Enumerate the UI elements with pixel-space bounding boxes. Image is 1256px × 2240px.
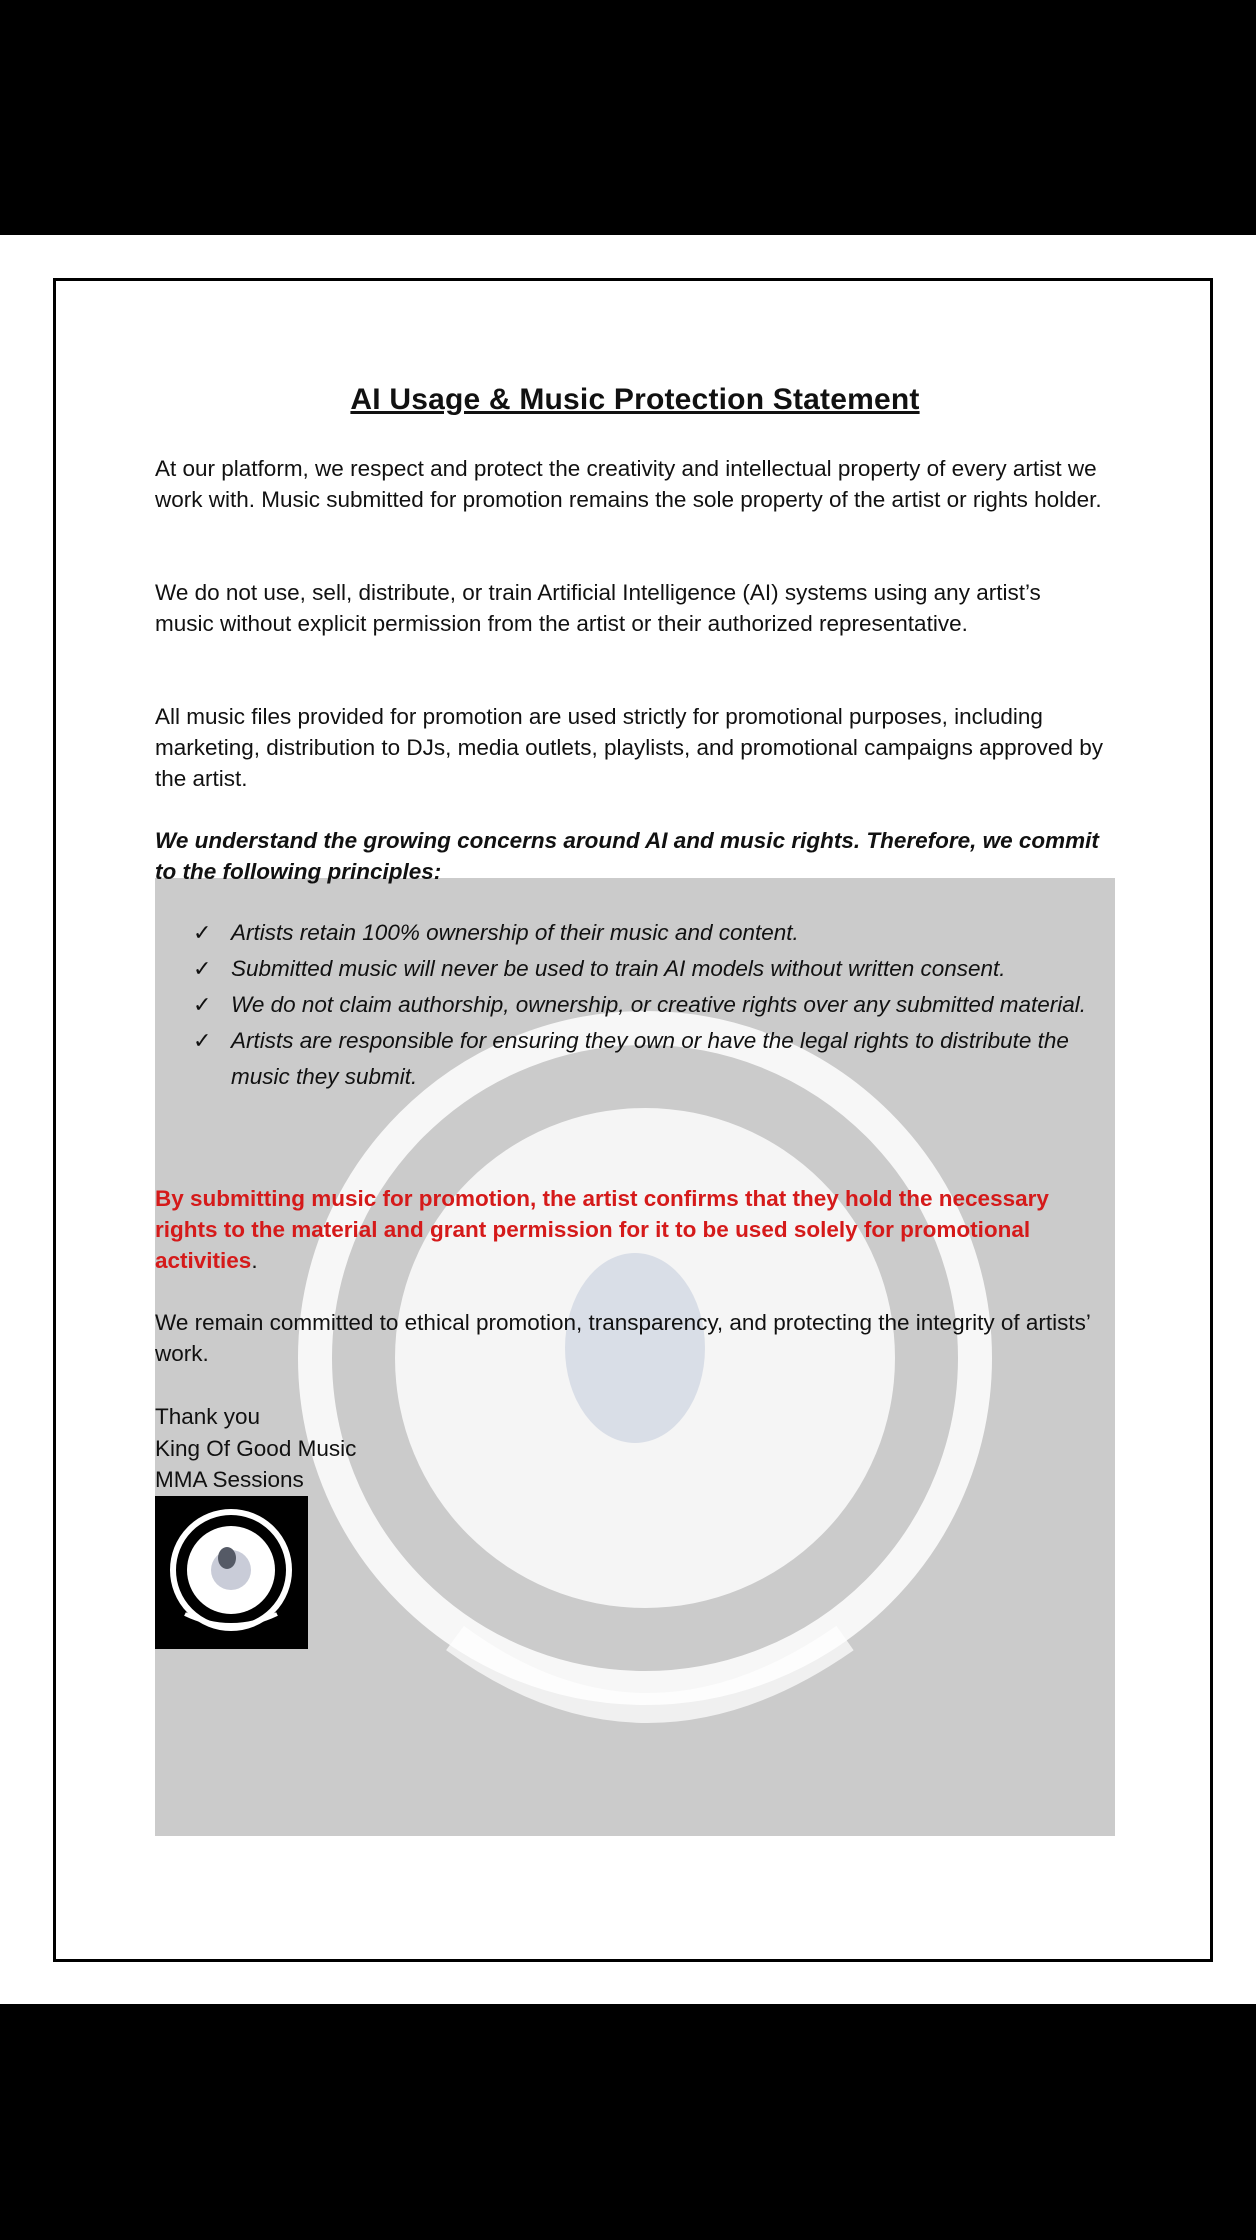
principle-text: Submitted music will never be used to train AI models without written consent. [231, 956, 1006, 981]
checkmark-icon: ✓ [193, 920, 212, 945]
signoff [155, 1401, 356, 1496]
principles-list [193, 915, 1113, 1095]
confirmation-text: By submitting music for promotion, the artist confirms that they hold the necessary rights to the material and grant permission for it to be used solely for promotional activities [155, 1186, 1049, 1273]
checkmark-icon: ✓ [193, 956, 212, 981]
document-title: AI Usage & Music Protection Statement [350, 383, 920, 416]
music-made-art-logo-icon [155, 1496, 308, 1649]
confirmation-paragraph [155, 1183, 1105, 1276]
top-black-bar [0, 0, 1256, 235]
list-item [193, 987, 1113, 1023]
list-item [193, 951, 1113, 987]
usage-paragraph: All music files provided for promotion are used strictly for promotional purposes, including marketing, distribution to DJs, media outlets, playlists, and promotional campaigns approved by the artist. [155, 704, 1103, 791]
bottom-black-bar [0, 2004, 1256, 2240]
principles-intro: We understand the growing concerns around AI and music rights. Therefore, we commit to the following principles: [155, 828, 1099, 884]
signoff-thanks: Thank you [155, 1404, 261, 1429]
document-page [0, 235, 1256, 2004]
intro-paragraph: At our platform, we respect and protect the creativity and intellectual property of every artist we work with. Music submitted for promotion remains the sole property of the artist or rights holder. [155, 456, 1102, 512]
list-item [193, 1023, 1113, 1095]
checkmark-icon: ✓ [193, 992, 212, 1017]
principle-text: Artists are responsible for ensuring they own or have the legal rights to distribute the music they submit. [231, 1028, 1069, 1089]
ai-policy-paragraph: We do not use, sell, distribute, or train Artificial Intelligence (AI) systems using any artist’s music without explicit permission from the artist or their authorized representative. [155, 580, 1041, 636]
list-item [193, 915, 1113, 951]
checkmark-icon: ✓ [193, 1028, 212, 1053]
closing-paragraph: We remain committed to ethical promotion, transparency, and protecting the integrity of artists’ work. [155, 1310, 1091, 1366]
principle-text: Artists retain 100% ownership of their music and content. [231, 920, 799, 945]
confirmation-period: . [251, 1248, 258, 1273]
mma-logo [155, 1496, 308, 1649]
signoff-name: King Of Good Music [155, 1435, 357, 1461]
signoff-org: MMA Sessions [155, 1467, 304, 1492]
principle-text: We do not claim authorship, ownership, or creative rights over any submitted material. [231, 992, 1086, 1017]
